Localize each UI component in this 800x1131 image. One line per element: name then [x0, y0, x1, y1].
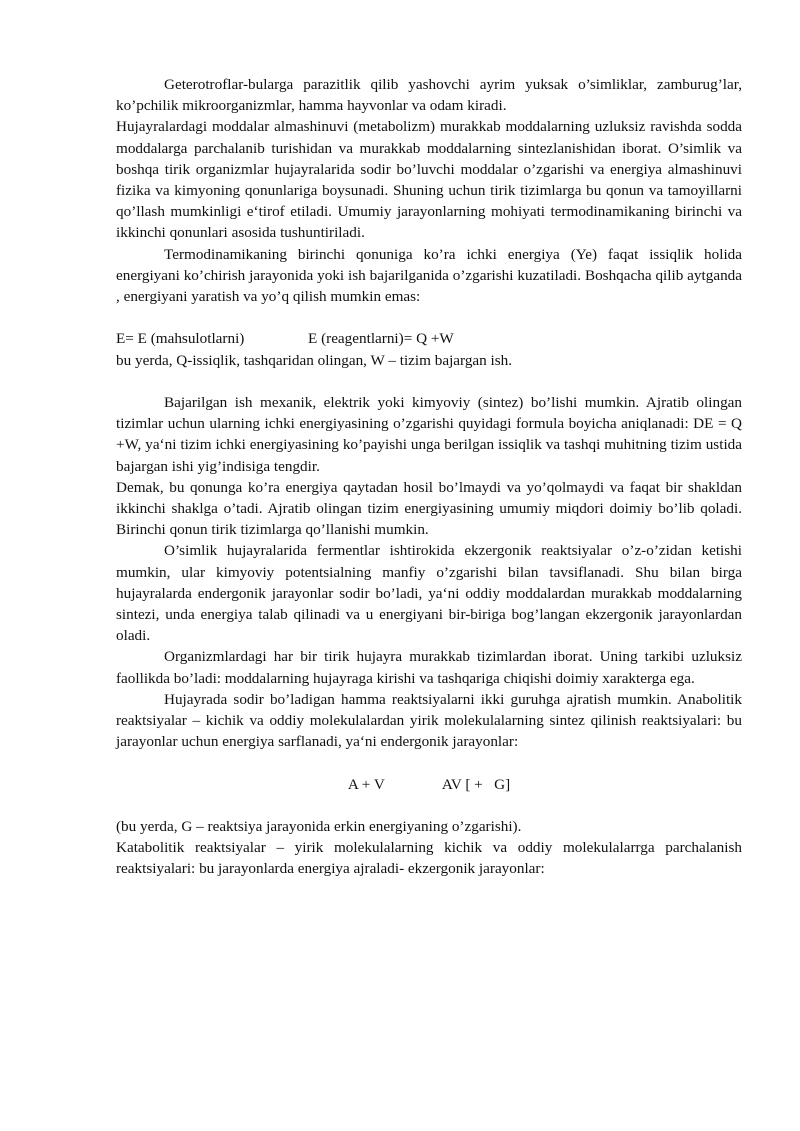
paragraph-first-law: Termodinamikaning birinchi qonuniga ko’ra ichki energiya (Ye) faqat issiqlik holida energiyani ko’chirish jarayonida yoki ish bajarilganida o’zgarishi kuzatiladi. Boshqacha qilib aytganda , energiyani yaratish va yo’q qilish mumkin emas:	[116, 245, 742, 306]
paragraph-catabolic: Katabolitik reaktsiyalar – yirik molekulalarning kichik va oddiy molekulalarrga parchalanish reaktsiyalari: bu jarayonlarda energiya ajraladi- ekzergonik jarayonlar:	[116, 839, 742, 878]
paragraph-conservation: Demak, bu qonunga ko’ra energiya qaytadan hosil bo’lmaydi va yo’qolmaydi va faqat bir shakldan ikkinchi shaklga o’tadi. Ajratib olingan tizim energiyasining umumiy miqdori doimiy bo’lib qoladi. Birinchi qonun tirik tizimlarga qo’llanishi mumkin.	[116, 478, 742, 539]
energy-equation	[116, 328, 742, 349]
reaction-right: AV [ + G]	[441, 775, 511, 793]
spacer	[116, 795, 742, 816]
reaction-left: A + V	[347, 775, 385, 793]
equation-left: E= E (mahsulotlarni)	[116, 330, 245, 348]
paragraph-anabolic: Hujayrada sodir bo’ladigan hamma reaktsiyalarni ikki guruhga ajratish mumkin. Anabolitik reaktsiyalar – kichik va oddiy molekulalardan yirik molekulalarning sintez qilinish reaktsiyalari: bu jarayonlar uchun energiya sarflanadi, ya‘ni endergonik jarayonlar:	[116, 690, 742, 751]
paragraph-exergonic: O’simlik hujayralarida fermentlar ishtirokida ekzergonik reaktsiyalar o’z-o’zidan ketishi mumkin, ular kimyoviy potentsialning manfiy o’zgarishi bilan tavsiflanadi. Shu bilan birga hujayralarda endergonik jarayonlar sodir bo’ladi, ya‘ni oddiy moddalardan murakkab moddalarning sintezi, unda energiya talab qilinadi va u energiyani bir-biriga bog’langan ekzergonik jarayonlardan oladi.	[116, 542, 742, 645]
paragraph-work-types: Bajarilgan ish mexanik, elektrik yoki kimyoviy (sintez) bo’lishi mumkin. Ajratib olingan tizimlar uchun ularning ichki energiyasining o’zgarishi quyidagi formula boyicha aniqlanadi: DE = Q +W, ya‘ni tizim ichki energiyasining ko’payishi unga berilgan issiqlik va tashqi muhitning tizim ustida bajargan ishi yig’indisiga tengdir.	[116, 394, 742, 475]
spacer	[116, 307, 742, 328]
paragraph-living-cell: Organizmlardagi har bir tirik hujayra murakkab tizimlardan iborat. Uning tarkibi uzluksiz faollikda bo’ladi: moddalarning hujayraga kirishi va tashqariga chiqishi doimiy xarakterga ega.	[116, 648, 742, 687]
spacer	[116, 371, 742, 392]
paragraph-free-energy-note: (bu yerda, G – reaktsiya jarayonida erkin energiyaning o’zgarishi).	[116, 818, 522, 836]
reaction-formula	[116, 774, 742, 795]
paragraph-equation-legend: bu yerda, Q-issiqlik, tashqaridan olingan, W – tizim bajargan ish.	[116, 351, 513, 369]
paragraph-heterotrophs: Geterotroflar-bularga parazitlik qilib yashovchi ayrim yuksak o’simliklar, zamburug’lar, ko’pchilik mikroorganizmlar, hamma hayvonlar va odam kiradi.	[116, 76, 742, 115]
equation-right: E (reagentlarni)= Q +W	[308, 330, 454, 348]
document-page	[116, 74, 742, 880]
spacer	[116, 752, 742, 773]
paragraph-metabolism: Hujayralardagi moddalar almashinuvi (metabolizm) murakkab moddalarning uzluksiz ravishda sodda moddalarga parchalanib turishidan va murakkab moddalarning sintezlanishidan iborat. O’simlik va boshqa tirik organizmlar hujayralarida sodir bo’luvchi moddalar o’zgarishi va energiya almashinuvi fizika va kimyoning qonunlariga boysunadi. Shuning uchun tirik tizimlarga bu qonun va tamoyillarni qo’llash mumkinligi e‘tirof etiladi. Umumiy jarayonlarning mohiyati termodinamikaning birinchi va ikkinchi qonunlari asosida tushuntiriladi.	[116, 118, 742, 242]
